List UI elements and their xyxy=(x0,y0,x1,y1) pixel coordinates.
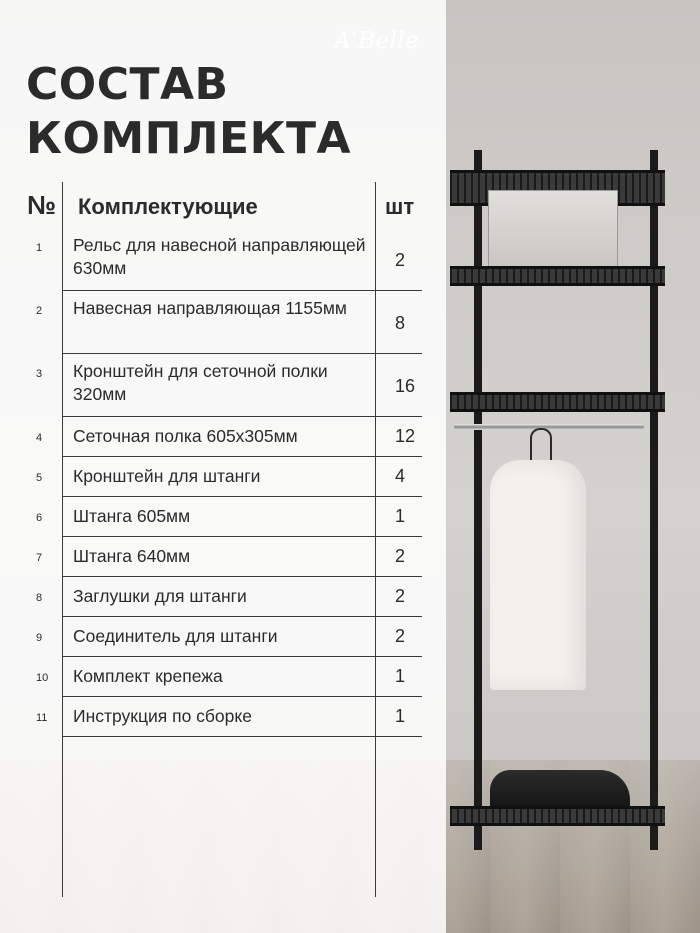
row-component: Навесная направляющая 1155мм xyxy=(73,298,347,318)
row-quantity: 2 xyxy=(395,546,406,566)
vertical-rail xyxy=(474,150,482,850)
row-component: Штанга 605мм xyxy=(73,506,191,526)
row-number: 1 xyxy=(36,242,43,254)
row-quantity: 2 xyxy=(395,586,406,606)
page-title xyxy=(26,58,351,166)
wire-shelf xyxy=(450,392,665,412)
title-line-1: СОСТАВ xyxy=(26,59,229,110)
row-number: 4 xyxy=(36,432,43,444)
row-quantity: 1 xyxy=(395,666,406,686)
brand-logo: A'Belle xyxy=(334,28,420,54)
row-number: 9 xyxy=(36,632,43,644)
storage-box xyxy=(488,190,618,268)
title-line-2: КОМПЛЕКТА xyxy=(26,113,352,164)
table-header xyxy=(0,182,446,228)
row-component: Соединитель для штанги xyxy=(73,626,278,646)
white-shirt xyxy=(490,460,586,690)
table-row xyxy=(36,291,422,354)
row-number: 5 xyxy=(36,472,43,484)
row-quantity: 8 xyxy=(395,313,406,333)
row-component: Кронштейн для штанги xyxy=(73,466,261,486)
table-row xyxy=(36,697,422,737)
table-row xyxy=(36,354,422,417)
row-number: 11 xyxy=(36,712,48,724)
column-header-quantity: шт xyxy=(385,194,415,219)
row-quantity: 2 xyxy=(395,250,406,270)
row-quantity: 16 xyxy=(395,376,416,396)
row-quantity: 4 xyxy=(395,466,406,486)
vertical-rail xyxy=(650,150,658,850)
row-component: Кронштейн для сеточной полки 320мм xyxy=(73,361,328,404)
row-component: Комплект крепежа xyxy=(73,666,223,686)
table-row xyxy=(36,457,422,497)
table-row xyxy=(36,537,422,577)
row-number: 10 xyxy=(36,672,49,684)
table-row xyxy=(36,497,422,537)
wire-shelf xyxy=(450,266,665,286)
table-row xyxy=(36,617,422,657)
table-row xyxy=(36,577,422,617)
table-row xyxy=(36,228,422,291)
row-component: Заглушки для штанги xyxy=(73,586,247,606)
row-quantity: 1 xyxy=(395,506,406,526)
row-quantity: 1 xyxy=(395,706,406,726)
hanging-rod xyxy=(454,424,644,430)
column-header-components: Комплектующие xyxy=(78,194,258,219)
row-number: 3 xyxy=(36,368,43,380)
hanger-icon xyxy=(530,428,552,460)
table-row xyxy=(36,657,422,697)
row-number: 7 xyxy=(36,552,43,564)
row-component: Сеточная полка 605х305мм xyxy=(73,426,298,446)
row-component: Рельс для навесной направляющей 630мм xyxy=(73,235,366,278)
column-header-number: № xyxy=(27,190,56,220)
row-number: 8 xyxy=(36,592,43,604)
shelving-unit-photo xyxy=(450,130,690,850)
row-component: Штанга 640мм xyxy=(73,546,191,566)
row-number: 6 xyxy=(36,512,43,524)
row-quantity: 2 xyxy=(395,626,406,646)
wire-shelf xyxy=(450,806,665,826)
components-table xyxy=(0,182,446,737)
row-quantity: 12 xyxy=(395,426,416,446)
table-row xyxy=(36,417,422,457)
row-component: Инструкция по сборке xyxy=(73,706,252,726)
row-number: 2 xyxy=(36,305,43,317)
